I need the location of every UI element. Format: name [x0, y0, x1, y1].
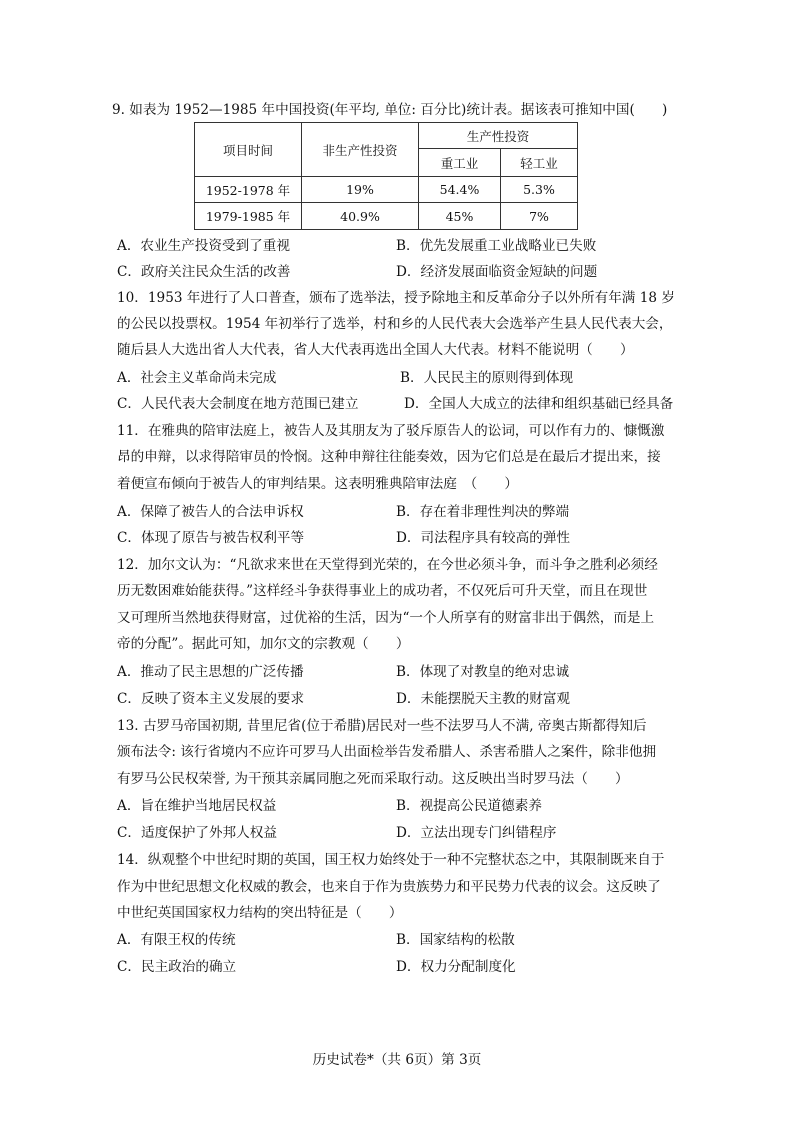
row-nonproductive: 19% — [302, 177, 419, 203]
q12-option-c: C．反映了资本主义发展的要求 — [117, 691, 305, 707]
table-row — [195, 177, 578, 203]
q9-option-a: A．农业生产投资受到了重视 — [117, 238, 290, 254]
row-period: 1979-1985 年 — [195, 203, 302, 230]
q13-option-b: B．视提高公民道德素养 — [396, 798, 542, 814]
q10-option-d: D．全国人大成立的法律和组织基础已经具备 — [404, 396, 674, 412]
q12-line-1: 12．加尔文认为：“凡欲求来世在天堂得到光荣的，在今世必须斗争，而斗争之胜利必须经 — [117, 557, 658, 573]
header-heavy-industry: 重工业 — [419, 149, 501, 177]
q14-option-a: A．有限王权的传统 — [117, 932, 236, 948]
row-nonproductive: 40.9% — [302, 203, 419, 230]
q13-line-3: 有罗马公民权荣誉, 为干预其亲属同胞之死而采取行动。这反映出当时罗马法（ ） — [117, 771, 629, 787]
q9-stem: 9. 如表为 1952—1985 年中国投资(年平均, 单位: 百分比)统计表。据该表可推知中国( ) — [112, 102, 668, 118]
q13-option-d: D．立法出现专门纠错程序 — [396, 825, 557, 841]
q12-option-b: B．体现了对教皇的绝对忠诚 — [396, 664, 570, 680]
q12-option-d: D．未能摆脱天主教的财富观 — [396, 691, 571, 707]
q10-line-3: 随后县人大选出省人大代表，省人大代表再选出全国人大代表。材料不能说明（ ） — [117, 342, 634, 358]
q11-option-c: C．体现了原告与被告权利平等 — [117, 530, 305, 546]
row-period: 1952-1978 年 — [195, 177, 302, 203]
q10-option-b: B．人民民主的原则得到体现 — [400, 370, 574, 386]
q14-option-c: C．民主政治的确立 — [117, 959, 237, 975]
header-light-industry: 轻工业 — [501, 149, 578, 177]
q11-line-2: 昂的申辩，以求得陪审员的怜悯。这种申辩往往能奏效，因为它们总是在最后才提出来，接 — [117, 449, 661, 465]
q10-line-1: 10．1953 年进行了人口普查，颁布了选举法，授予除地主和反革命分子以外所有年满 18 岁 — [117, 290, 675, 306]
q12-option-a: A．推动了民主思想的广泛传播 — [117, 664, 304, 680]
q13-option-a: A．旨在维护当地居民权益 — [117, 798, 277, 814]
investment-table — [194, 122, 578, 230]
q11-line-1: 11．在雅典的陪审法庭上，被告人及其朋友为了驳斥原告人的讼词，可以作有力的、慷慨激 — [117, 423, 665, 439]
row-heavy: 45% — [419, 203, 501, 230]
header-nonproductive: 非生产性投资 — [302, 123, 419, 177]
row-light: 7% — [501, 203, 578, 230]
q14-line-2: 作为中世纪思想文化权威的教会，也来自于作为贵族势力和平民势力代表的议会。这反映了 — [117, 879, 661, 895]
q14-option-d: D．权力分配制度化 — [396, 959, 516, 975]
q13-line-1: 13. 古罗马帝国初期, 昔里尼省(位于希腊)居民对一些不法罗马人不满, 帝奥古斯都得知后 — [117, 718, 647, 734]
q11-line-3: 着便宣布倾向于被告人的审判结果。这表明雅典陪审法庭 （ ） — [117, 476, 519, 492]
q14-line-1: 14．纵观整个中世纪时期的英国，国王权力始终处于一种不完整状态之中，其限制既来自于 — [117, 852, 665, 868]
q10-option-c: C．人民代表大会制度在地方范围已建立 — [117, 396, 359, 412]
q10-line-2: 的公民以投票权。1954 年初举行了选举，村和乡的人民代表大会选举产生县人民代表大会， — [117, 316, 673, 332]
q11-option-d: D．司法程序具有较高的弹性 — [396, 530, 571, 546]
q11-option-b: B．存在着非理性判决的弊端 — [396, 504, 570, 520]
table-row — [195, 203, 578, 230]
q9-option-d: D．经济发展面临资金短缺的问题 — [396, 264, 598, 280]
q10-option-a: A．社会主义革命尚未完成 — [117, 370, 277, 386]
row-light: 5.3% — [501, 177, 578, 203]
header-item-time: 项目时间 — [195, 123, 302, 177]
q12-line-3: 又可理所当然地获得财富，过优裕的生活，因为“一个人所享有的财富非出于偶然，而是上 — [117, 610, 655, 626]
q9-option-c: C．政府关注民众生活的改善 — [117, 264, 291, 280]
q14-option-b: B．国家结构的松散 — [396, 932, 515, 948]
q14-line-3: 中世纪英国国家权力结构的突出特征是（ ） — [117, 905, 403, 921]
q12-line-4: 帝的分配”。据此可知，加尔文的宗教观（ ） — [117, 636, 410, 652]
q9-option-b: B．优先发展重工业战略业已失败 — [396, 238, 597, 254]
row-heavy: 54.4% — [419, 177, 501, 203]
q12-line-2: 历无数困难始能获得。”这样经斗争获得事业上的成功者，不仅死后可升天堂，而且在现世 — [117, 583, 648, 599]
header-productive: 生产性投资 — [419, 123, 578, 149]
q13-line-2: 颁布法令: 该行省境内不应许可罗马人出面检举告发希腊人、杀害希腊人之案件，除非他拥 — [117, 744, 657, 760]
q13-option-c: C．适度保护了外邦人权益 — [117, 825, 277, 841]
page-footer: 历史试卷*（共 6页）第 3页 — [312, 1052, 482, 1068]
q11-option-a: A．保障了被告人的合法申诉权 — [117, 504, 304, 520]
